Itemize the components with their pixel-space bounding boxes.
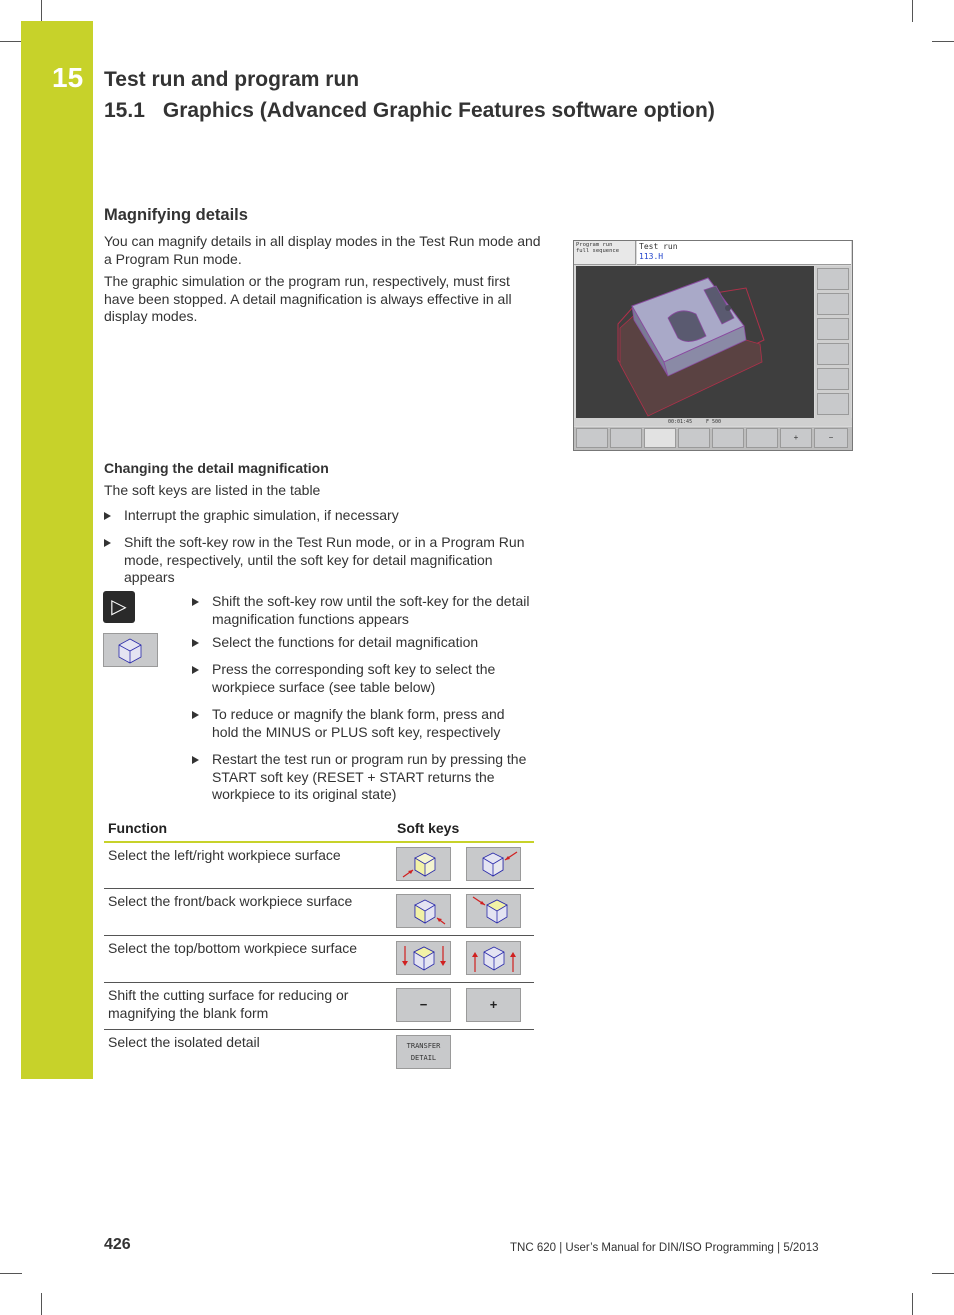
header-softkeys: Soft keys	[397, 820, 460, 836]
table-row	[104, 1030, 534, 1075]
table-row	[104, 843, 534, 889]
minus-softkey[interactable]: −	[396, 988, 451, 1022]
back-surface-softkey[interactable]	[466, 894, 521, 928]
vertical-softkey[interactable]	[817, 293, 849, 315]
paragraph: You can magnify details in all display modes in the Test Run mode and a Program Run mode.	[104, 233, 541, 267]
vertical-softkey-bar	[815, 266, 851, 418]
softkey-label-line: DETAIL	[410, 1054, 437, 1062]
cube-icon	[104, 634, 157, 666]
cube-front-icon	[397, 895, 450, 927]
function-cell: Select the isolated detail	[108, 1034, 260, 1050]
function-cell: Select the left/right workpiece surface	[108, 847, 341, 863]
cube-left-icon	[397, 848, 450, 880]
header-function: Function	[108, 820, 168, 836]
softkey-front-surface[interactable]	[644, 428, 676, 448]
control-screenshot	[573, 240, 853, 451]
vertical-softkey[interactable]	[817, 393, 849, 415]
footer-text: TNC 620 | User’s Manual for DIN/ISO Programming | 5/2013	[510, 1242, 819, 1254]
front-surface-softkey[interactable]	[396, 894, 451, 928]
page-heading: Magnifying details	[104, 206, 248, 224]
plus-softkey[interactable]: +	[466, 988, 521, 1022]
status-line	[574, 418, 852, 426]
right-surface-softkey[interactable]	[466, 847, 521, 881]
softkey-top-surface[interactable]	[712, 428, 744, 448]
bullet-arrow-icon	[192, 666, 199, 674]
function-cell: Select the top/bottom workpiece surface	[108, 940, 358, 956]
bottom-surface-softkey[interactable]	[466, 941, 521, 975]
program-header	[637, 241, 851, 265]
crop-mark	[0, 41, 22, 42]
section-title	[104, 99, 715, 123]
table-row	[104, 983, 534, 1030]
vertical-softkey[interactable]	[817, 343, 849, 365]
crop-mark	[912, 0, 913, 22]
bullet-arrow-icon	[104, 512, 111, 520]
cube-back-icon	[467, 895, 520, 927]
cube-bottom-icon	[467, 942, 520, 974]
softkey-row	[574, 427, 852, 450]
chapter-sidebar	[21, 21, 93, 1079]
crop-mark	[912, 1293, 913, 1315]
bullet-arrow-icon	[192, 711, 199, 719]
simulation-view	[576, 266, 814, 418]
vertical-softkey[interactable]	[817, 318, 849, 340]
bullet-arrow-icon	[192, 756, 199, 764]
vertical-softkey[interactable]	[817, 368, 849, 390]
step-item: Shift the soft-key row until the soft-key for the detail magnification functions appears	[192, 593, 537, 631]
cube-top-icon	[397, 942, 450, 974]
bullet-arrow-icon	[104, 539, 111, 547]
chapter-title: Test run and program run	[104, 68, 360, 91]
table-header	[104, 815, 534, 843]
transfer-detail-softkey[interactable]	[396, 1035, 451, 1069]
function-cell: Select the front/back workpiece surface	[108, 893, 353, 909]
chapter-number: 15	[52, 62, 84, 93]
bullet-arrow-icon	[192, 639, 199, 647]
vertical-softkey[interactable]	[817, 268, 849, 290]
detail-magnification-softkey[interactable]	[103, 633, 158, 667]
table-row	[104, 889, 534, 936]
step-item: Interrupt the graphic simulation, if necessary	[104, 507, 544, 527]
status-time: 00:01:45	[668, 419, 693, 425]
bullet-arrow-icon	[192, 598, 199, 606]
crop-mark	[932, 41, 954, 42]
step-item: Shift the soft-key row in the Test Run mode, or in a Program Run mode, respectively, until the soft key for detail magnification appears	[104, 534, 544, 590]
softkey-right-surface[interactable]	[610, 428, 642, 448]
step-item: Select the functions for detail magnification	[192, 634, 537, 654]
softkey-label-line: TRANSFER	[406, 1042, 441, 1050]
next-softkey-row-key-icon[interactable]: ▷	[103, 591, 135, 623]
table-row	[104, 936, 534, 983]
operating-mode-title: Test run	[639, 242, 678, 251]
program-name: 113.H	[639, 252, 664, 261]
softkey-left-surface[interactable]	[576, 428, 608, 448]
left-surface-softkey[interactable]	[396, 847, 451, 881]
softkey-bottom-surface[interactable]	[746, 428, 778, 448]
intro-text: The soft keys are listed in the table	[104, 482, 321, 498]
page-number: 426	[104, 1236, 131, 1253]
mode-line-2: full sequence	[576, 248, 620, 254]
step-item: Restart the test run or program run by pressing the START soft key (RESET + START returns the workpiece to its original state)	[192, 751, 537, 807]
step-item: Press the corresponding soft key to select the workpiece surface (see table below)	[192, 661, 537, 699]
softkey-plus[interactable]: +	[780, 428, 812, 448]
softkey-minus[interactable]: −	[814, 428, 848, 448]
mode-line-1: Program run	[576, 242, 613, 248]
function-cell: Shift the cutting surface for reducing or magnifying the blank form	[108, 987, 349, 1021]
crop-mark	[932, 1273, 954, 1274]
mode-indicator	[574, 241, 636, 265]
crop-mark	[41, 0, 42, 22]
cube-right-icon	[467, 848, 520, 880]
section-name: Graphics (Advanced Graphic Features software option)	[162, 99, 715, 122]
subheading: Changing the detail magnification	[104, 460, 329, 476]
softkey-back-surface[interactable]	[678, 428, 710, 448]
top-surface-softkey[interactable]	[396, 941, 451, 975]
crop-mark	[0, 1273, 22, 1274]
section-number: 15.1	[104, 99, 145, 122]
status-feed: F 500	[706, 419, 722, 425]
crop-mark	[41, 1293, 42, 1315]
paragraph: The graphic simulation or the program run, respectively, must first have been stopped. A detail magnification is always effective in all display modes.	[104, 273, 512, 324]
step-item: To reduce or magnify the blank form, press and hold the MINUS or PLUS soft key, respectively	[192, 706, 537, 744]
